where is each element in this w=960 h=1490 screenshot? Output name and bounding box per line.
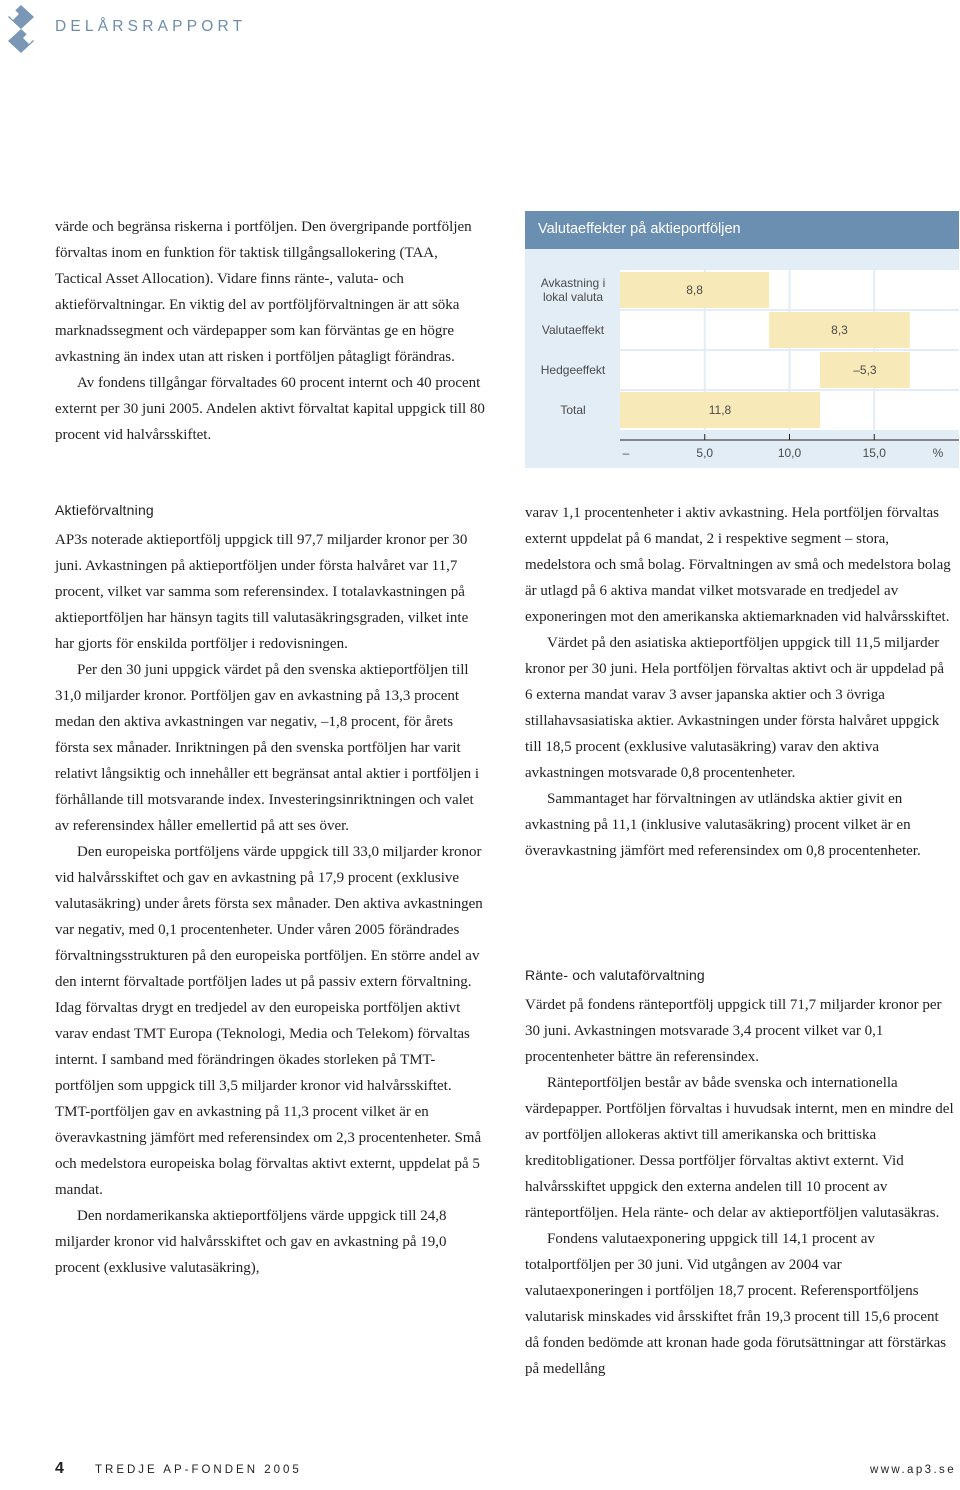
category-label-2: Hedgeeffekt	[540, 363, 606, 377]
body-paragraph: Värdet på fondens ränteportfölj uppgick till 71,7 miljarder kronor per 30 juni. Avkastningen motsvarade 3,4 procent vilket var 0,1 procentenheter bättre än referensindex.	[525, 997, 942, 1065]
x-axis-unit: %	[932, 446, 944, 460]
chart-title-bar	[525, 211, 959, 249]
body-paragraph: Den nordamerikanska aktieportföljens värde uppgick till 24,8 miljarder kronor vid halvårsskiftet och gav en avkastning på 19,0 procent (exklusive valutasäkring),	[55, 1208, 447, 1276]
document-title: DELÅRSRAPPORT	[55, 18, 247, 35]
publication-name: TREDJE AP-FONDEN 2005	[95, 1464, 302, 1476]
category-label-0: lokal valuta	[542, 290, 604, 304]
equity-continued-column	[525, 500, 955, 864]
currency-effects-chart	[525, 211, 959, 468]
body-paragraph: värde och begränsa riskerna i portföljen. Den övergripande portföljen förvaltas inom en funktion för taktisk tillgångsallokering (TAA, Tactical Asset Allocation). Vidare finns ränte-, valuta- och aktieförvaltningar. En viktig del av portföljförvaltningen är att söka marknadssegment och värdepapper som kan förväntas ge en högre avkastning än index utan att risken i portföljen påtagligt förändras.	[55, 219, 472, 365]
page-number: 4	[55, 1460, 64, 1477]
tick-label-2: 10,0	[777, 446, 802, 460]
body-paragraph: Fondens valutaexponering uppgick till 14,1 procent av totalportföljen per 30 juni. Vid utgången av 2004 var valutaexponeringen i portföljen 18,7 procent. Referensportföljens valutarisk minskades vid årsskiftet från 19,3 procent till 15,6 procent då fonden bedömde att kronan hade goda förutsättningar att förstärkas på medellång	[525, 1231, 947, 1377]
category-label-0: Avkastning i	[540, 276, 606, 290]
tick-label-0: –	[622, 446, 630, 460]
body-paragraph: Per den 30 juni uppgick värdet på den svenska aktieportföljen till 31,0 miljarder kronor. Portföljen gav en avkastning på 13,3 procent medan den aktiva avkastningen var negativ, –1,8 procent, för årets första sex månader. Inriktningen på den svenska portföljen har varit relativt långsiktig och innehåller ett begränsat antal aktier i portföljen i förhållande till motsvarande index. Investeringsinriktningen och valet av referensindex håller emellertid på att ses över.	[55, 662, 480, 834]
body-paragraph: Värdet på den asiatiska aktieportföljen uppgick till 11,5 miljarder kronor per 30 juni. Hela portföljen förvaltas aktivt och är uppdelad på 6 externa mandat varav 3 avser japanska aktier och 3 övriga stillahavsasiatiska aktier. Avkastningen under första halvåret uppgick till 18,5 procent (exklusive valutasäkring) varav den aktiva avkastningen motsvarade 0,8 procentenheter.	[525, 635, 945, 781]
section-heading-aktieforvaltning: Aktieförvaltning	[55, 502, 154, 518]
body-paragraph: AP3s noterade aktieportfölj uppgick till 97,7 miljarder kronor per 30 juni. Avkastningen på aktieportföljen under första halvåret var 11,7 procent, vilket var samma som referensindex. I totalavkastningen på aktieportföljen har hänsyn tagits till valutasäkringsgraden, vilket inte har gjorts för enskilda portföljer i redovisningen.	[55, 532, 469, 652]
intro-column	[55, 214, 485, 448]
body-paragraph: Den europeiska portföljens värde uppgick till 33,0 miljarder kronor vid halvårsskiftet och gav en avkastning på 17,9 procent (exklusive valutasäkring) under årets första sex månader. Den aktiva avkastningen var negativ, med 0,1 procentenheter. Under våren 2005 förändrades förvaltningsstrukturen på den europeiska portföljen. En större andel av den internt förvaltade portföljen lades ut på passiv extern förvaltning. Idag förvaltas drygt en tredjedel av den europeiska portföljen aktivt varav endast TMT Europa (Teknologi, Media och Telekom) förvaltas internt. I samband med förändringen ökades storleken på TMT-portföljen som uppgick till 3,5 miljarder kronor vid halvårsskiftet. TMT-portföljen gav en avkastning på 11,3 procent vilket är en överavkastning jämfört med referensindex om 2,3 procentenheter. Små och medelstora europeiska bolag förvaltas aktivt externt, uppdelat på 5 mandat.	[55, 844, 483, 1198]
chart-title: Valutaeffekter på aktieportföljen	[538, 221, 741, 237]
body-paragraph: Sammantaget har förvaltningen av utländska aktier givit en avkastning på 11,1 (inklusive valutasäkring) procent vilket är en överavkastning jämfört med referensindex om 0,8 procentenheter.	[525, 791, 921, 859]
chart-plot	[525, 249, 959, 468]
data-label-3: 11,8	[708, 403, 732, 417]
equity-column	[55, 500, 485, 1281]
website-link[interactable]: www.ap3.se	[869, 1464, 956, 1476]
page-footer	[0, 1460, 960, 1490]
data-label-1: 8,3	[831, 323, 848, 337]
page-header	[0, 0, 960, 58]
tick-label-1: 5,0	[696, 446, 714, 460]
category-label-1: Valutaeffekt	[541, 323, 605, 337]
category-label-3: Total	[560, 403, 586, 417]
body-paragraph: varav 1,1 procentenheter i aktiv avkastning. Hela portföljen förvaltas externt uppdelat på 6 mandat, 2 i respektive segment – stora, medelstora och små bolag. Förvaltningen av små och medelstora bolag är utlagd på 6 aktiva mandat vilket motsvarade en tredjedel av exponeringen mot den amerikanska aktiemarknaden vid halvårsskiftet.	[525, 505, 951, 625]
chart-panel	[525, 249, 959, 468]
body-paragraph: Av fondens tillgångar förvaltades 60 procent internt och 40 procent externt per 30 juni 2005. Andelen aktivt förvaltat kapital uppgick till 80 procent vid halvårsskiftet.	[55, 375, 485, 443]
body-paragraph: Ränteportföljen består av både svenska och internationella värdepapper. Portföljen förvaltas i huvudsak internt, men en mindre del av portföljen allokeras aktivt till amerikanska och brittiska kreditobligationer. Dessa portföljer förvaltas aktivt externt. Vid halvårsskiftet uppgick den externa andelen till 10 procent av ränteportföljen. Hela ränte- och delar av aktieportföljen valutasäkras.	[525, 1075, 954, 1221]
data-label-2: –5,3	[853, 363, 877, 377]
data-label-0: 8,8	[686, 283, 703, 297]
section-heading-ranteforvaltning: Ränte- och valutaförvaltning	[525, 967, 705, 983]
ap3-diamond-logo-icon	[4, 4, 38, 54]
fixed-income-column	[525, 965, 955, 1382]
tick-label-3: 15,0	[862, 446, 886, 460]
